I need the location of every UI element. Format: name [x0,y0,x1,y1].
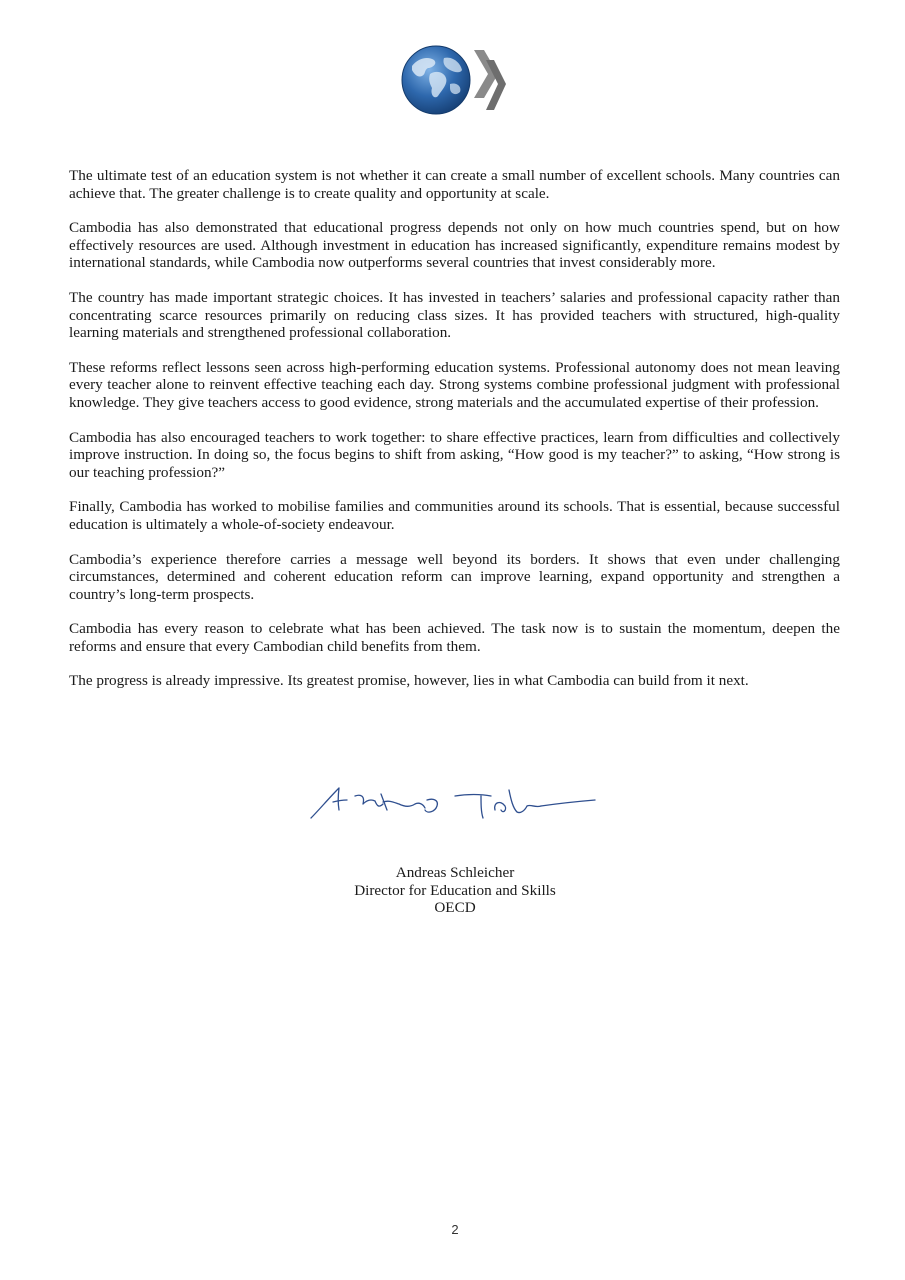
letter-body [69,167,840,707]
signoff-block [0,864,905,917]
paragraph: Cambodia has every reason to celebrate what has been achieved. The task now is to sustain the momentum, deepen the reforms and ensure that every Cambodian child benefits from them. [69,620,840,655]
paragraph: Finally, Cambodia has worked to mobilise families and communities around its schools. That is essential, because successful education is ultimately a whole-of-society endeavour. [69,498,840,533]
signatory-organization: OECD [434,899,476,916]
signatory-position: Director for Education and Skills [354,881,556,899]
paragraph: These reforms reflect lessons seen across high-performing education systems. Professional autonomy does not mean leaving every teacher alone to reinvent effective teaching each day. Strong systems combine professional judgment with professional knowledge. They give teachers access to good evidence, strong materials and the accumulated expertise of their profession. [69,358,840,411]
paragraph: The progress is already impressive. Its greatest promise, however, lies in what Cambodia can build from it next. [69,672,749,690]
page-number: 2 [451,1222,459,1237]
oecd-globe-logo-icon [400,44,510,116]
paragraph: Cambodia has also demonstrated that educational progress depends not only on how much countries spend, but on how effectively resources are used. Although investment in education has increased significantly, expenditure remains modest by international standards, while Cambodia now outperforms several countries that invest considerably more. [69,219,840,272]
paragraph: The ultimate test of an education system is not whether it can create a small number of excellent schools. Many countries can achieve that. The greater challenge is to create quality and opportunity at scale. [69,167,840,202]
paragraph: Cambodia’s experience therefore carries a message well beyond its borders. It shows that even under challenging circumstances, determined and coherent education reform can improve learning, expand opportunity and strengthen a country’s long-term prospects. [69,550,840,603]
handwritten-signature-icon [305,780,605,830]
paragraph: The country has made important strategic choices. It has invested in teachers’ salaries and professional capacity rather than concentrating scarce resources primarily on reducing class sizes. It has provided teachers with structured, high-quality learning materials and strengthened professional collaboration. [69,288,840,342]
signatory-name: Andreas Schleicher [395,864,515,881]
paragraph: Cambodia has also encouraged teachers to work together: to share effective practices, learn from difficulties and collectively improve instruction. In doing so, the focus begins to shift from asking, “How good is my teacher?” to asking, “How strong is our teaching profession?” [69,428,840,481]
